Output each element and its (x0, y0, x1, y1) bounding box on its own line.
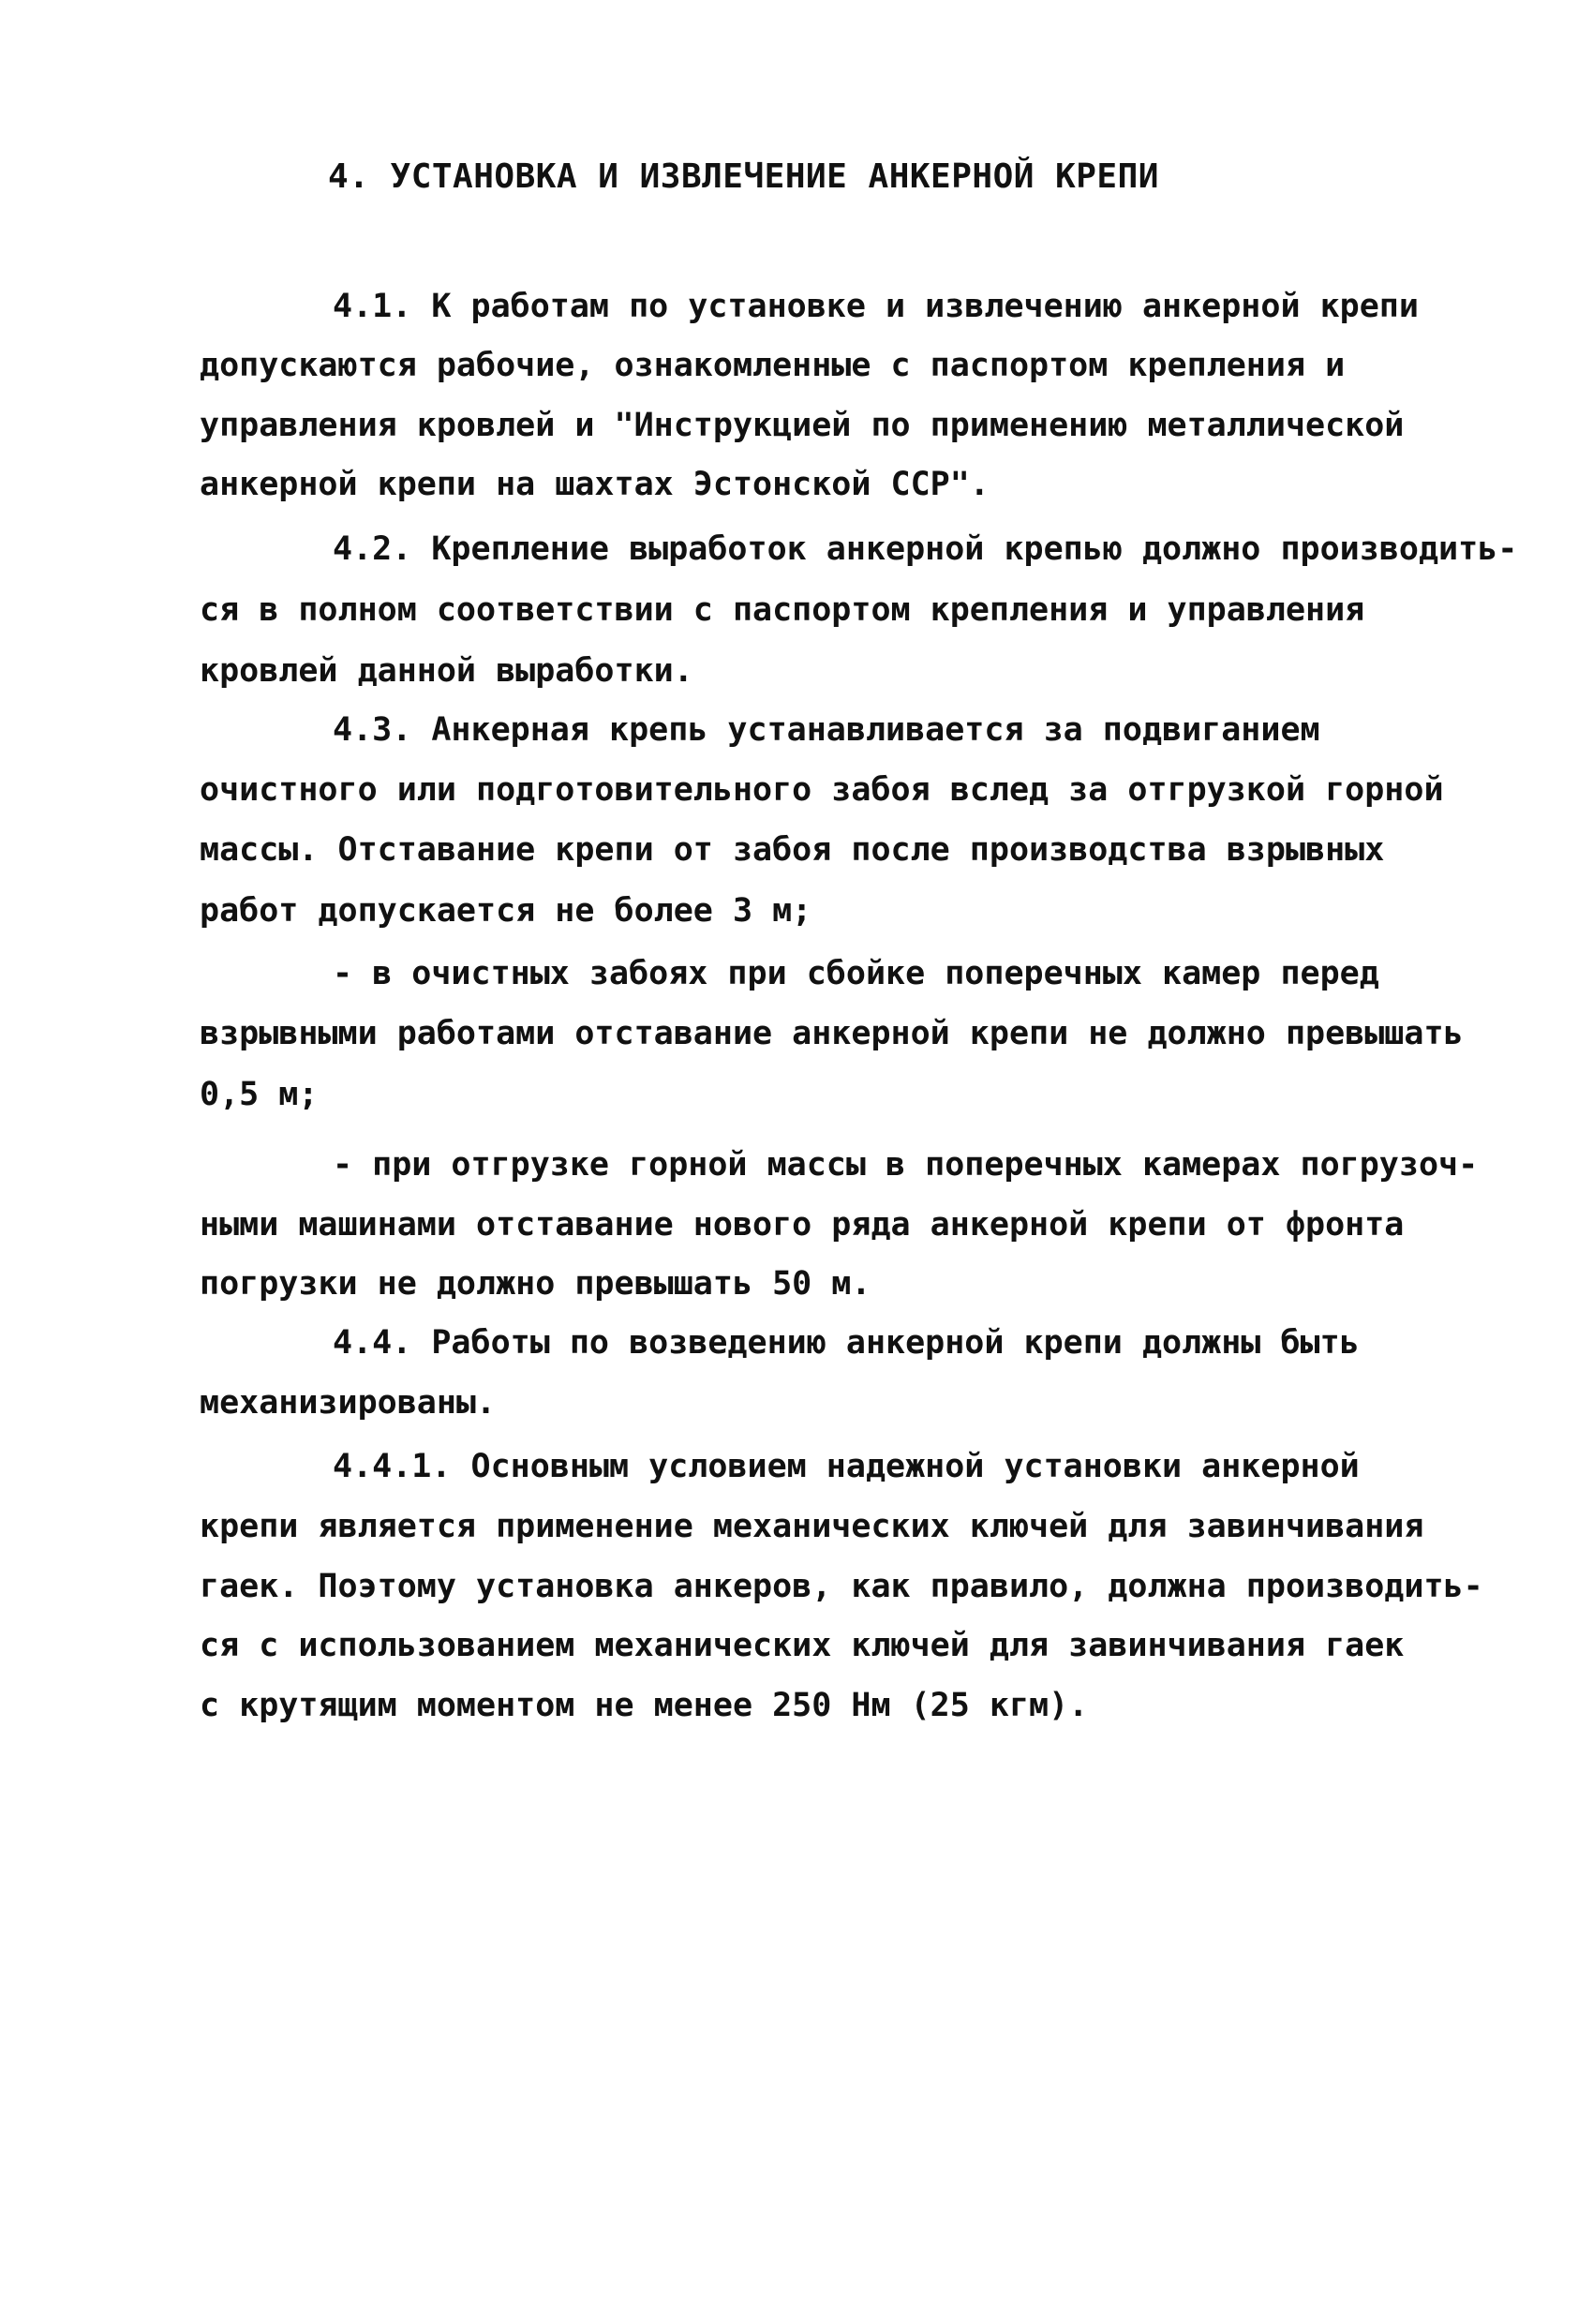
paragraph-4-4-1-line-5: с крутящим моментом не менее 250 Нм (25 кгм). (200, 1687, 1089, 1724)
paragraph-4-2-line-1: 4.2. Крепление выработок анкерной крепью должно производить- (333, 530, 1518, 568)
paragraph-4-4-1-line-3: гаек. Поэтому установка анкеров, как правило, должна производить- (200, 1568, 1483, 1605)
paragraph-4-1-line-2: допускаются рабочие, ознакомленные с паспортом крепления и (200, 347, 1346, 384)
paragraph-4-2-line-3: кровлей данной выработки. (200, 652, 693, 690)
paragraph-4-3-line-3: массы. Отставание крепи от забоя после производства взрывных (200, 831, 1385, 869)
paragraph-4-4-line-2: механизированы. (200, 1384, 497, 1422)
item-dash-1-line-2: взрывными работами отставание анкерной крепи не должно превышать (200, 1015, 1464, 1052)
paragraph-4-2-line-2: ся в полном соответствии с паспортом крепления и управления (200, 591, 1365, 629)
item-dash-2-line-1: - при отгрузке горной массы в поперечных камерах погрузоч- (333, 1146, 1479, 1184)
paragraph-4-1-line-3: управления кровлей и "Инструкцией по применению металлической (200, 407, 1405, 444)
paragraph-4-1-line-1: 4.1. К работам по установке и извлечению анкерной крепи (333, 288, 1419, 325)
paragraph-4-4-1-line-1: 4.4.1. Основным условием надежной установки анкерной (333, 1448, 1360, 1485)
section-heading: 4. УСТАНОВКА И ИЗВЛЕЧЕНИЕ АНКЕРНОЙ КРЕПИ (328, 157, 1159, 196)
paragraph-4-4-1-line-4: ся с использованием механических ключей для завинчивания гаек (200, 1627, 1405, 1664)
item-dash-2-line-2: ными машинами отставание нового ряда анкерной крепи от фронта (200, 1206, 1405, 1244)
paragraph-4-3-line-2: очистного или подготовительного забоя вслед за отгрузкой горной (200, 771, 1444, 809)
paragraph-4-4-1-line-2: крепи является применение механических ключей для завинчивания (200, 1508, 1424, 1545)
paragraph-4-3-line-4: работ допускается не более 3 м; (200, 892, 812, 930)
paragraph-4-3-line-1: 4.3. Анкерная крепь устанавливается за подвиганием (333, 711, 1320, 749)
item-dash-1-line-1: - в очистных забоях при сбойке поперечных камер перед (333, 955, 1379, 992)
paragraph-4-4-line-1: 4.4. Работы по возведению анкерной крепи должны быть (333, 1324, 1360, 1362)
item-dash-1-line-3: 0,5 м; (200, 1076, 319, 1113)
paragraph-4-1-line-4: анкерной крепи на шахтах Эстонской ССР". (200, 466, 990, 503)
item-dash-2-line-3: погрузки не должно превышать 50 м. (200, 1265, 871, 1303)
